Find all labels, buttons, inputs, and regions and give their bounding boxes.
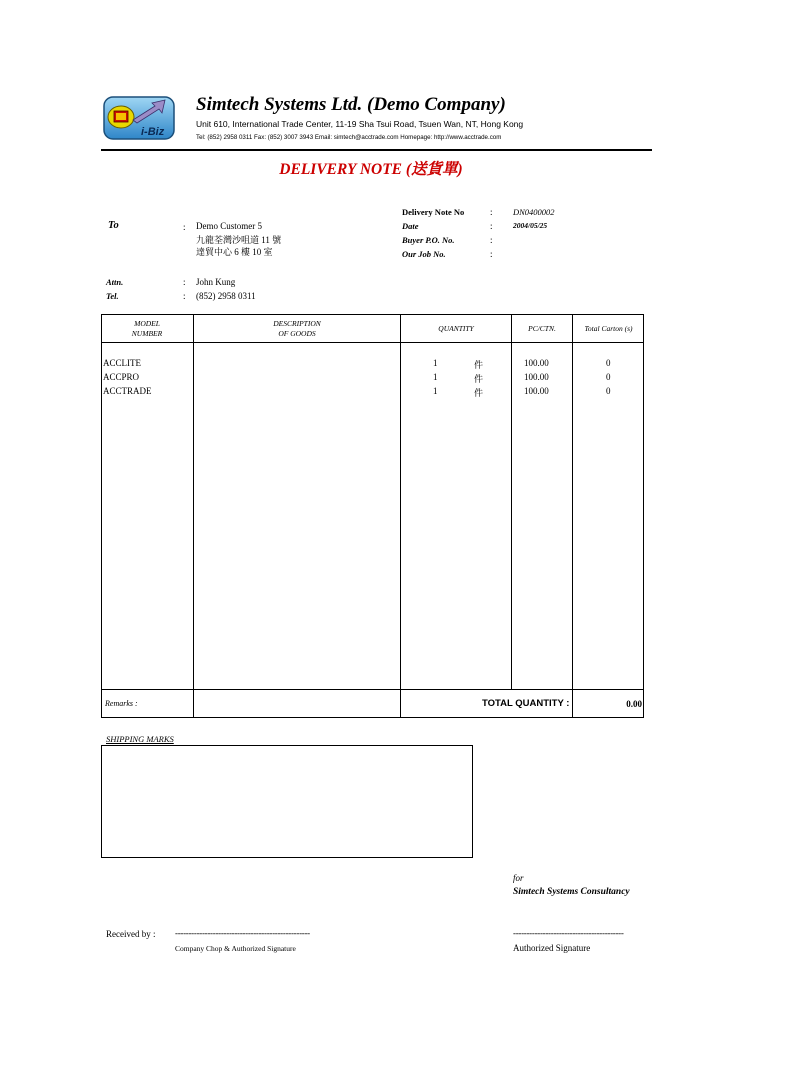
buyer-po-colon: :: [490, 235, 493, 245]
row-unit: 件: [474, 374, 484, 384]
received-signature-caption: Company Chop & Authorized Signature: [175, 944, 296, 953]
header-quantity: QUANTITY: [438, 324, 474, 333]
company-logo: [103, 96, 175, 140]
header-rule: [101, 149, 652, 151]
recipient-address-line1: 九龍荃灣沙咀道 11 號: [196, 235, 282, 245]
row-pc-ctn: 100.00: [524, 386, 549, 396]
row-model: ACCPRO: [103, 372, 140, 382]
row-cartons: 0: [606, 358, 611, 368]
received-signature-line: --------------------------------------------------: [175, 928, 310, 938]
authorized-signature-line: -----------------------------------------: [513, 928, 624, 938]
buyer-po-label: Buyer P.O. No.: [402, 235, 455, 245]
row-unit: 件: [474, 360, 484, 370]
row-pc-ctn: 100.00: [524, 358, 549, 368]
tel-colon: :: [183, 291, 186, 301]
header-model: MODEL NUMBER: [131, 319, 163, 338]
company-name: Simtech Systems Ltd. (Demo Company): [196, 94, 506, 115]
row-cartons: 0: [606, 372, 611, 382]
attn-value: John Kung: [196, 277, 236, 287]
date-colon: :: [490, 221, 493, 231]
remarks-label: Remarks :: [105, 699, 138, 708]
job-no-colon: :: [490, 249, 493, 259]
to-colon: :: [183, 222, 186, 232]
attn-colon: :: [183, 277, 186, 287]
goods-table-grid: [101, 314, 646, 720]
shipping-marks-label: SHIPPING MARKS: [106, 734, 174, 744]
note-no-value: DN0400002: [513, 207, 555, 217]
total-quantity-value: 0.00: [626, 699, 642, 709]
date-value: 2004/05/25: [513, 221, 548, 230]
svg-text:i-Biz: i-Biz: [141, 126, 165, 138]
shipping-marks-box: [101, 745, 473, 858]
note-no-colon: :: [490, 207, 493, 217]
tel-label: Tel.: [106, 291, 119, 301]
date-label: Date: [402, 221, 419, 231]
company-address: Unit 610, International Trade Center, 11-19 Sha Tsui Road, Tsuen Wan, NT, Hong Kong: [196, 119, 524, 129]
signing-firm-name: Simtech Systems Consultancy: [513, 887, 630, 897]
recipient-address-line2: 達貿中心 6 樓 10 室: [196, 247, 273, 257]
received-by-label: Received by :: [106, 929, 156, 939]
to-label: To: [108, 220, 119, 231]
document-title: DELIVERY NOTE (送貨單): [279, 161, 463, 178]
for-label: for: [513, 873, 524, 883]
row-qty: 1: [433, 358, 438, 368]
row-model: ACCLITE: [103, 358, 141, 368]
row-qty: 1: [433, 386, 438, 396]
header-pc-ctn: PC/CTN.: [528, 324, 556, 333]
tel-value: (852) 2958 0311: [196, 291, 256, 301]
row-unit: 件: [474, 388, 484, 398]
row-cartons: 0: [606, 386, 611, 396]
authorized-signature-caption: Authorized Signature: [513, 943, 591, 953]
header-description: DESCRIPTION OF GOODS: [273, 319, 321, 338]
total-quantity-label: TOTAL QUANTITY :: [482, 698, 570, 709]
row-qty: 1: [433, 372, 438, 382]
company-contact: Tel: (852) 2958 0311 Fax: (852) 3007 3943 Email: simtech@acctrade.com Homepage: http://www.acctrade.com: [196, 134, 502, 141]
job-no-label: Our Job No.: [402, 249, 446, 259]
header-total-carton: Total Carton (s): [584, 324, 633, 333]
recipient-name: Demo Customer 5: [196, 221, 262, 231]
attn-label: Attn.: [106, 277, 124, 287]
note-no-label: Delivery Note No: [402, 207, 465, 217]
row-model: ACCTRADE: [103, 386, 152, 396]
row-pc-ctn: 100.00: [524, 372, 549, 382]
ibiz-logo-icon: [103, 96, 175, 140]
